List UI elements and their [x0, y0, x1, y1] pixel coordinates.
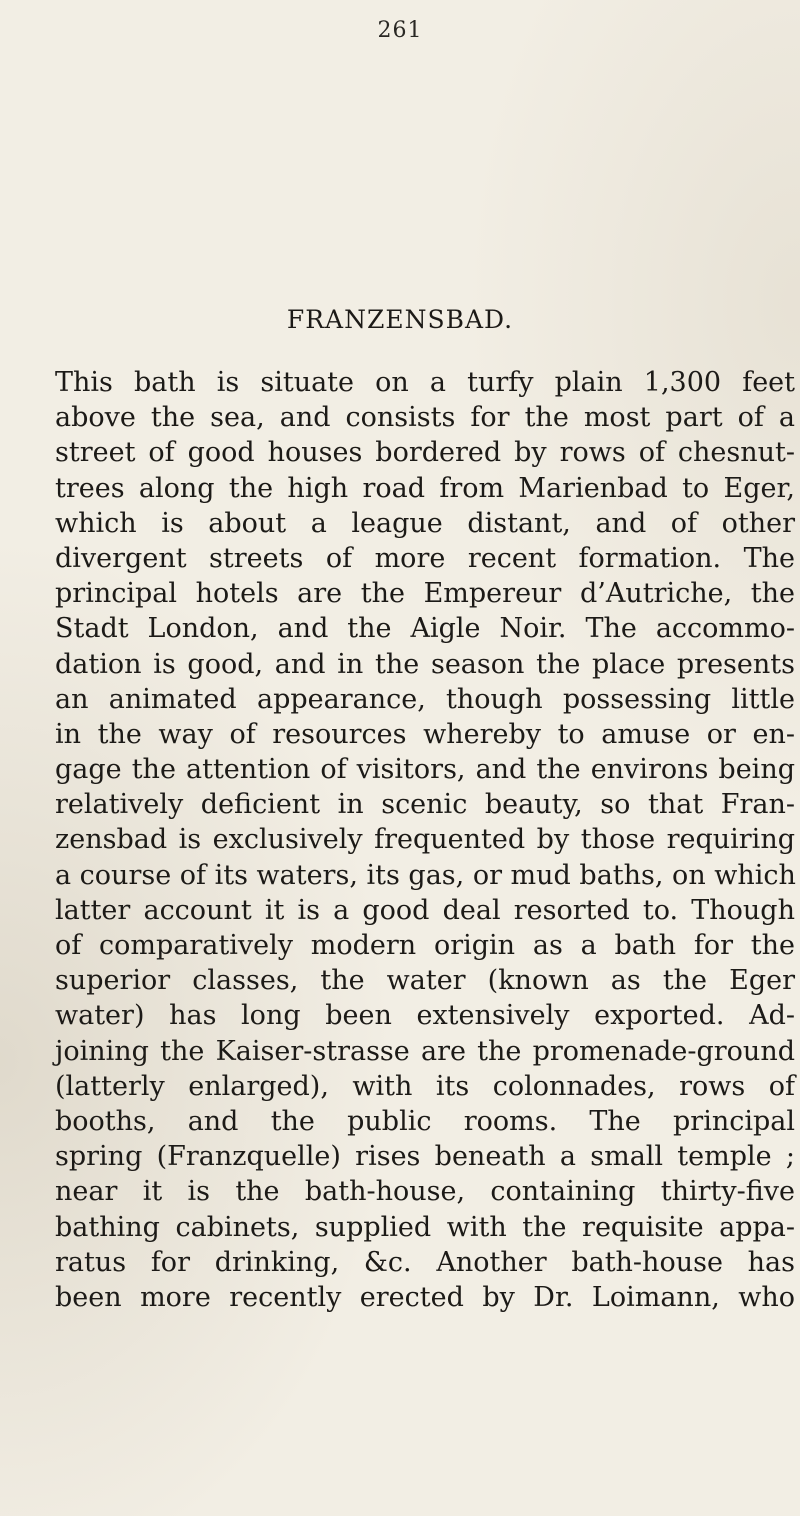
text-line: of comparatively modern origin as a bath for the [55, 930, 795, 961]
text-line: water) has long been extensively exported. Ad- [55, 1000, 795, 1032]
text-line: Stadt London, and the Aigle Noir. The accommo- [55, 613, 795, 645]
text-line: a course of its waters, its gas, or mud baths, on which [55, 859, 796, 891]
text-line: street of good houses bordered by rows of chesnut- [55, 437, 795, 469]
section-heading: FRANZENSBAD. [286, 305, 514, 334]
text-line: spring (Franzquelle) rises beneath a small temple ; [55, 1141, 795, 1173]
text-line: latter account it is a good deal resorted to. Though [55, 894, 795, 926]
text-line: divergent streets of more recent formation. The [55, 542, 795, 574]
text-line: superior classes, the water (known as the Eger [55, 965, 795, 997]
text-line: trees along the high road from Marienbad to Eger, [55, 472, 795, 504]
page-number: 261 [377, 18, 423, 43]
text-line: (latterly enlarged), with its colonnades, rows of [55, 1070, 795, 1102]
text-line: dation is good, and in the season the place presents [55, 648, 795, 680]
text-line: ratus for drinking, &c. Another bath-house has [55, 1246, 795, 1278]
text-line: in the way of resources whereby to amuse or en- [55, 718, 795, 750]
text-line: near it is the bath-house, containing thirty-five [55, 1176, 795, 1208]
text-line: This bath is situate on a turfy plain 1,300 feet [55, 367, 795, 398]
text-line: booths, and the public rooms. The principal [55, 1105, 795, 1137]
text-line: principal hotels are the Empereur d’Autriche, the [55, 578, 795, 610]
text-line: above the sea, and consists for the most part of a [55, 402, 795, 434]
text-line: which is about a league distant, and of other [55, 507, 795, 539]
text-line: been more recently erected by Dr. Loimann, who [55, 1281, 795, 1313]
text-line: an animated appearance, though possessing little [55, 683, 795, 715]
text-line: bathing cabinets, supplied with the requisite appa- [55, 1211, 795, 1243]
text-line: gage the attention of visitors, and the environs being [55, 754, 795, 786]
text-line: joining the Kaiser-strasse are the promenade-ground [55, 1035, 795, 1067]
text-line: zensbad is exclusively frequented by those requiring [55, 824, 795, 856]
text-line: relatively deficient in scenic beauty, so that Fran- [55, 789, 795, 821]
body-paragraph [55, 365, 800, 1315]
